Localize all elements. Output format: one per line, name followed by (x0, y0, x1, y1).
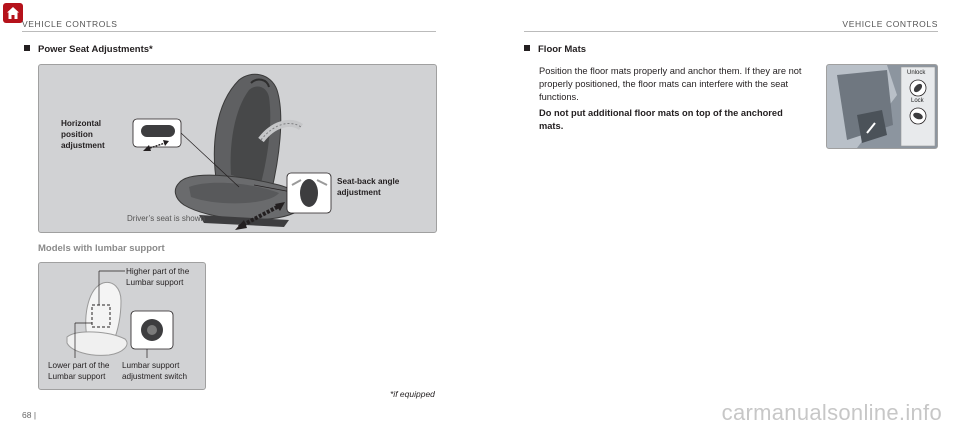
lower-label-line-1: Lower part of the (48, 361, 110, 370)
power-seat-title (24, 44, 153, 55)
page-number: 68 | (22, 410, 37, 420)
bullet-square-icon (524, 45, 530, 51)
seatback-label-line-2: adjustment (337, 188, 381, 197)
seatback-label-line-1: Seat-back angle (337, 177, 400, 186)
header-rule-left (22, 31, 436, 32)
section-header-right: VEHICLE CONTROLS (842, 19, 938, 29)
higher-lumbar-label (126, 266, 189, 288)
power-seat-title-text: Power Seat Adjustments* (38, 44, 153, 55)
floor-mats-paragraph: Position the floor mats properly and anchor them. If they are not properly positioned, the floor mats can interfere with the seat functions. (539, 66, 802, 102)
higher-label-line-1: Higher part of the (126, 267, 190, 276)
seatback-angle-label (337, 176, 399, 198)
home-glyph (6, 6, 20, 20)
lower-label-line-2: Lumbar support (48, 372, 106, 381)
horizontal-label-line-3: adjustment (61, 141, 105, 150)
floor-mat-anchor-illustration (826, 64, 938, 149)
drivers-seat-caption: Driver’s seat is shown (127, 214, 205, 223)
home-icon[interactable] (3, 3, 23, 23)
horizontal-label-line-1: Horizontal (61, 119, 102, 128)
floor-mats-title (524, 44, 586, 55)
horizontal-label-line-2: position (61, 130, 93, 139)
horizontal-adjust-label (61, 118, 105, 151)
unlock-label: Unlock (907, 70, 926, 76)
switch-label-line-1: Lumbar support (122, 361, 180, 370)
if-equipped-footnote: *if equipped (390, 389, 435, 399)
section-header-left: VEHICLE CONTROLS (22, 19, 118, 29)
lumbar-switch-label (122, 360, 187, 382)
header-rule-right (524, 31, 938, 32)
floor-mats-warning: Do not put additional floor mats on top of the anchored mats. (539, 108, 783, 131)
floor-mats-title-text: Floor Mats (538, 44, 587, 55)
switch-label-line-2: adjustment switch (122, 372, 188, 381)
floor-mat-drawing (827, 65, 937, 148)
watermark-text: carmanualsonline.info (721, 400, 942, 425)
lumbar-heading: Models with lumbar support (38, 243, 165, 254)
higher-label-line-2: Lumbar support (126, 278, 184, 287)
bullet-square-icon (24, 45, 30, 51)
lower-lumbar-label (48, 360, 109, 382)
lock-label: Lock (911, 98, 924, 104)
